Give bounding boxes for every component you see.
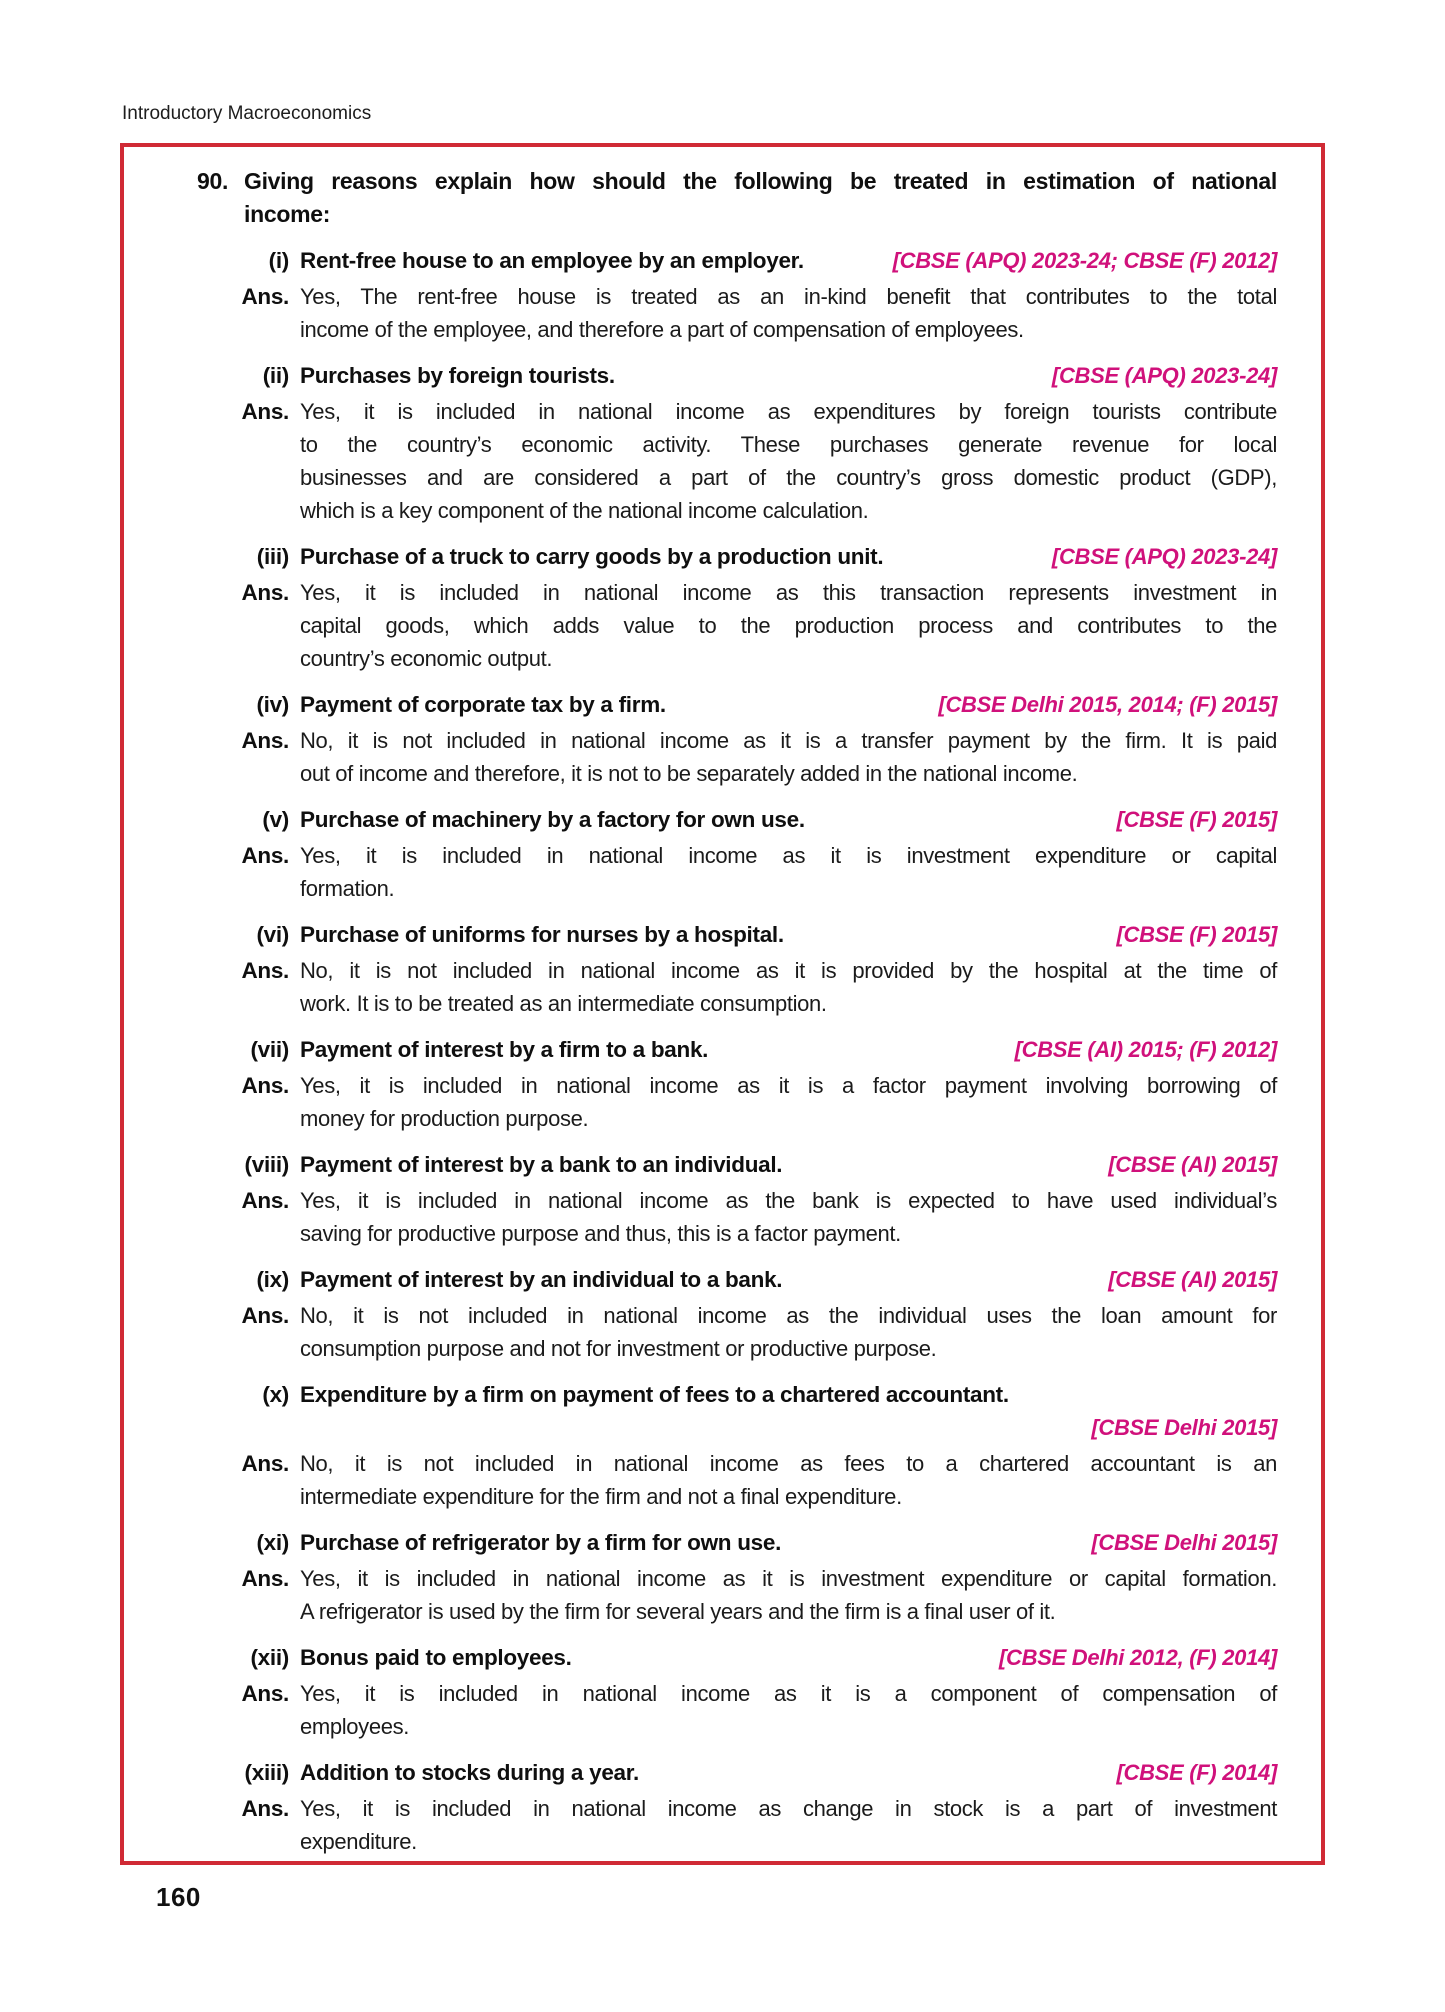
answer-line: employees.	[300, 1714, 410, 1739]
question-line: Giving reasons explain how should the following be treated in estimation of national	[244, 168, 1277, 194]
answer-row	[197, 724, 1277, 790]
answer-content	[300, 576, 1277, 675]
item-title: Payment of interest by an individual to a bank.	[300, 1267, 783, 1292]
qa-entry	[197, 359, 1277, 527]
qa-entry	[197, 244, 1277, 346]
answer-label: Ans.	[241, 958, 289, 983]
answer-line: country’s economic output.	[300, 646, 553, 671]
item-question-content	[300, 918, 1277, 951]
answer-line: Yes, The rent-free house is treated as an in-kind benefit that contributes to the total	[300, 284, 1277, 309]
answer-content	[300, 1447, 1277, 1513]
answer-line: Yes, it is included in national income as it is a factor payment involving borrowing of	[300, 1073, 1277, 1098]
item-number: (vi)	[256, 922, 289, 947]
item-question-row	[197, 803, 1277, 836]
qa-entry	[197, 1641, 1277, 1743]
answer-line: formation.	[300, 876, 395, 901]
qa-entry	[197, 1148, 1277, 1250]
item-number: (ii)	[262, 363, 289, 388]
item-question-content	[300, 1641, 1277, 1674]
qa-entry	[197, 1526, 1277, 1628]
item-question-row	[197, 540, 1277, 573]
answer-row	[197, 1069, 1277, 1135]
answer-content	[300, 1299, 1277, 1365]
answer-label: Ans.	[241, 1073, 289, 1098]
item-title: Purchase of machinery by a factory for own use.	[300, 807, 805, 832]
item-title: Bonus paid to employees.	[300, 1645, 572, 1670]
item-number: (x)	[262, 1382, 289, 1407]
answer-line: Yes, it is included in national income as change in stock is a part of investment	[300, 1796, 1277, 1821]
answer-row	[197, 954, 1277, 1020]
answer-label: Ans.	[241, 1681, 289, 1706]
answer-line: income of the employee, and therefore a part of compensation of employees.	[300, 317, 1024, 342]
item-number: (iii)	[256, 544, 289, 569]
answer-line: businesses and are considered a part of the country’s gross domestic product (GDP),	[300, 465, 1277, 490]
item-title: Payment of interest by a bank to an individual.	[300, 1152, 783, 1177]
answer-label: Ans.	[241, 1796, 289, 1821]
answer-row	[197, 1792, 1277, 1858]
answer-content	[300, 280, 1277, 346]
exam-citation: [CBSE Delhi 2015, 2014; (F) 2015]	[938, 692, 1277, 717]
item-question-row	[197, 1148, 1277, 1181]
item-question-row	[197, 1526, 1277, 1559]
answer-line: No, it is not included in national income as it is provided by the hospital at the time of	[300, 958, 1277, 983]
exam-citation: [CBSE Delhi 2012, (F) 2014]	[999, 1645, 1277, 1670]
answer-label: Ans.	[241, 580, 289, 605]
item-title: Purchase of refrigerator by a firm for own use.	[300, 1530, 782, 1555]
answer-row	[197, 395, 1277, 527]
answer-line: intermediate expenditure for the firm and not a final expenditure.	[300, 1484, 902, 1509]
answer-row	[197, 1677, 1277, 1743]
exam-citation: [CBSE Delhi 2015]	[1091, 1415, 1277, 1440]
answer-line: which is a key component of the national income calculation.	[300, 498, 869, 523]
item-title: Addition to stocks during a year.	[300, 1760, 639, 1785]
item-title: Payment of corporate tax by a firm.	[300, 692, 666, 717]
answer-line: No, it is not included in national income as it is a transfer payment by the firm. It is paid	[300, 728, 1277, 753]
exam-citation: [CBSE (F) 2015]	[1116, 807, 1277, 832]
item-question-row	[197, 359, 1277, 392]
question-line: income:	[244, 201, 331, 227]
answer-row	[197, 576, 1277, 675]
answer-line: Yes, it is included in national income as expenditures by foreign tourists contribute	[300, 399, 1277, 424]
qa-entry	[197, 803, 1277, 905]
item-question-content	[300, 1148, 1277, 1181]
item-number: (xi)	[256, 1530, 289, 1555]
answer-line: No, it is not included in national income as fees to a chartered accountant is an	[300, 1451, 1277, 1476]
exam-citation: [CBSE Delhi 2015]	[1091, 1530, 1277, 1555]
qa-entry	[197, 540, 1277, 675]
item-question-content	[300, 1756, 1277, 1789]
item-question-row	[197, 688, 1277, 721]
page-header: Introductory Macroeconomics	[122, 103, 372, 124]
answer-line: A refrigerator is used by the firm for several years and the firm is a final user of it.	[300, 1599, 1056, 1624]
answer-content	[300, 1562, 1277, 1628]
question-box	[120, 143, 1325, 1865]
exam-citation: [CBSE (APQ) 2023-24]	[1051, 544, 1277, 569]
qa-entry	[197, 1263, 1277, 1365]
item-question-content	[300, 1526, 1277, 1559]
question-block	[197, 165, 1277, 231]
item-question-content	[300, 1378, 1277, 1411]
item-question-row	[197, 918, 1277, 951]
page-number: 160	[156, 1882, 201, 1912]
answer-content	[300, 1069, 1277, 1135]
qa-entry	[197, 1756, 1277, 1858]
answer-line: Yes, it is included in national income as it is a component of compensation of	[300, 1681, 1277, 1706]
item-number: (i)	[268, 248, 289, 273]
item-title: Purchases by foreign tourists.	[300, 363, 615, 388]
item-question-row	[197, 1033, 1277, 1066]
item-number: (xiii)	[244, 1760, 289, 1785]
qa-list	[197, 244, 1277, 1858]
answer-row	[197, 1562, 1277, 1628]
answer-row	[197, 1184, 1277, 1250]
answer-line: Yes, it is included in national income as the bank is expected to have used individual’s	[300, 1188, 1277, 1213]
citation-row	[197, 1411, 1277, 1444]
answer-content	[300, 839, 1277, 905]
item-question-content	[300, 803, 1277, 836]
item-number: (v)	[262, 807, 289, 832]
item-title: Expenditure by a firm on payment of fees to a chartered accountant.	[300, 1382, 1009, 1407]
item-number: (ix)	[256, 1267, 289, 1292]
exam-citation: [CBSE (APQ) 2023-24; CBSE (F) 2012]	[892, 248, 1277, 273]
answer-line: work. It is to be treated as an intermediate consumption.	[300, 991, 827, 1016]
answer-content	[300, 1677, 1277, 1743]
item-question-content	[300, 359, 1277, 392]
item-question-content	[300, 540, 1277, 573]
answer-label: Ans.	[241, 284, 289, 309]
item-question-row	[197, 244, 1277, 277]
answer-row	[197, 280, 1277, 346]
item-question-row	[197, 1378, 1277, 1411]
answer-line: Yes, it is included in national income as it is investment expenditure or capital	[300, 843, 1277, 868]
answer-label: Ans.	[241, 728, 289, 753]
answer-line: Yes, it is included in national income as it is investment expenditure or capital formation.	[300, 1566, 1277, 1591]
answer-line: out of income and therefore, it is not to be separately added in the national income.	[300, 761, 1078, 786]
answer-row	[197, 1299, 1277, 1365]
answer-label: Ans.	[241, 1451, 289, 1476]
exam-citation: [CBSE (AI) 2015]	[1108, 1152, 1277, 1177]
exam-citation: [CBSE (F) 2015]	[1116, 922, 1277, 947]
citation-line	[300, 1411, 1277, 1444]
item-question-row	[197, 1756, 1277, 1789]
item-question-content	[300, 688, 1277, 721]
answer-line: No, it is not included in national income as the individual uses the loan amount for	[300, 1303, 1277, 1328]
answer-label: Ans.	[241, 1188, 289, 1213]
item-question-row	[197, 1263, 1277, 1296]
exam-citation: [CBSE (AI) 2015; (F) 2012]	[1014, 1037, 1277, 1062]
answer-line: consumption purpose and not for investment or productive purpose.	[300, 1336, 937, 1361]
qa-entry	[197, 1033, 1277, 1135]
exam-citation: [CBSE (APQ) 2023-24]	[1051, 363, 1277, 388]
answer-label: Ans.	[241, 1566, 289, 1591]
question-number: 90.	[197, 168, 229, 194]
answer-content	[300, 1184, 1277, 1250]
item-question-content	[300, 244, 1277, 277]
answer-content	[300, 724, 1277, 790]
item-title: Purchase of uniforms for nurses by a hospital.	[300, 922, 784, 947]
qa-entry	[197, 1378, 1277, 1513]
answer-label: Ans.	[241, 843, 289, 868]
item-number: (vii)	[250, 1037, 289, 1062]
answer-line: Yes, it is included in national income as this transaction represents investment in	[300, 580, 1277, 605]
item-question-content	[300, 1263, 1277, 1296]
answer-line: money for production purpose.	[300, 1106, 589, 1131]
answer-line: expenditure.	[300, 1829, 417, 1854]
item-title: Rent-free house to an employee by an employer.	[300, 248, 804, 273]
answer-label: Ans.	[241, 1303, 289, 1328]
qa-entry	[197, 688, 1277, 790]
spacer	[197, 1411, 300, 1444]
answer-row	[197, 1447, 1277, 1513]
item-title: Purchase of a truck to carry goods by a production unit.	[300, 544, 884, 569]
answer-line: to the country’s economic activity. These purchases generate revenue for local	[300, 432, 1277, 457]
answer-content	[300, 954, 1277, 1020]
answer-row	[197, 839, 1277, 905]
item-number: (iv)	[256, 692, 289, 717]
exam-citation: [CBSE (F) 2014]	[1116, 1760, 1277, 1785]
item-title: Payment of interest by a firm to a bank.	[300, 1037, 709, 1062]
item-number: (xii)	[250, 1645, 289, 1670]
qa-entry	[197, 918, 1277, 1020]
item-number: (viii)	[244, 1152, 289, 1177]
exam-citation: [CBSE (AI) 2015]	[1108, 1267, 1277, 1292]
answer-label: Ans.	[241, 399, 289, 424]
answer-content	[300, 395, 1277, 527]
answer-line: saving for productive purpose and thus, this is a factor payment.	[300, 1221, 901, 1246]
answer-content	[300, 1792, 1277, 1858]
item-question-row	[197, 1641, 1277, 1674]
answer-line: capital goods, which adds value to the production process and contributes to the	[300, 613, 1277, 638]
item-question-content	[300, 1033, 1277, 1066]
